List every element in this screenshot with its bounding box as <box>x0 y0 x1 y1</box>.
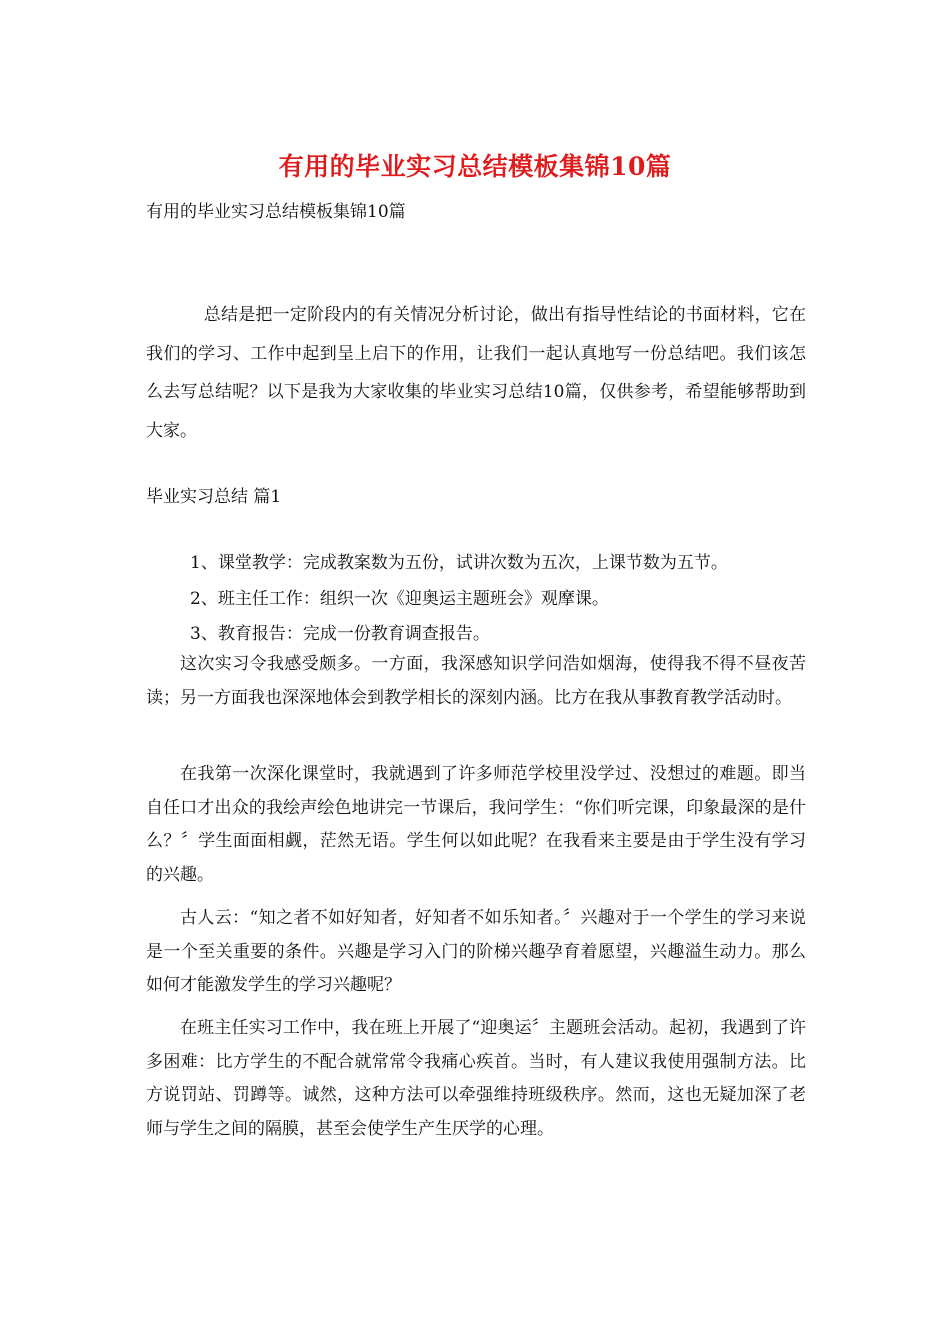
list-item: 1、课堂教学：完成教案数为五份，试讲次数为五次，上课节数为五节。 <box>190 553 728 573</box>
list-item: 3、教育报告：完成一份教育调查报告。 <box>190 624 490 644</box>
body-paragraph: 在我第一次深化课堂时，我就遇到了许多师范学校里没学过、没想过的难题。即当自任口才出众的我绘声绘色地讲完一节课后，我问学生：“你们听完课，印象最深的是什么？〞学生面面相觑，茫然无语。学生何以如此呢？在我看来主要是由于学生没有学习的兴趣。 <box>146 764 806 885</box>
intro-paragraph: 总结是把一定阶段内的有关情况分析讨论，做出有指导性结论的书面材料，它在我们的学习、工作中起到呈上启下的作用，让我们一起认真地写一份总结吧。我们该怎么去写总结呢？以下是我为大家收集的毕业实习总结10篇，仅供参考，希望能够帮助到大家。 <box>146 305 806 441</box>
body-paragraph: 古人云：“知之者不如好知者，好知者不如乐知者。〞兴趣对于一个学生的学习来说是一个至关重要的条件。兴趣是学习入门的阶梯兴趣孕育着愿望，兴趣溢生动力。那么如何才能激发学生的学习兴趣呢？ <box>146 908 806 995</box>
document-title: 有用的毕业实习总结模板集锦10篇 <box>278 152 672 181</box>
body-paragraph: 这次实习令我感受颇多。一方面，我深感知识学问浩如烟海，使得我不得不昼夜苦读；另一方面我也深深地体会到教学相长的深刻内涵。比方在我从事教育教学活动时。 <box>146 654 806 708</box>
section-heading: 毕业实习总结 篇1 <box>146 487 282 507</box>
document-subtitle: 有用的毕业实习总结模板集锦10篇 <box>146 202 406 222</box>
list-item: 2、班主任工作：组织一次《迎奥运主题班会》观摩课。 <box>190 589 609 609</box>
body-paragraph: 在班主任实习工作中，我在班上开展了“迎奥运〞主题班会活动。起初，我遇到了许多困难：比方学生的不配合就常常令我痛心疾首。当时，有人建议我使用强制方法。比方说罚站、罚蹲等。诚然，这种方法可以牵强维持班级秩序。然而，这也无疑加深了老师与学生之间的隔膜，甚至会使学生产生厌学的心理。 <box>146 1018 806 1139</box>
